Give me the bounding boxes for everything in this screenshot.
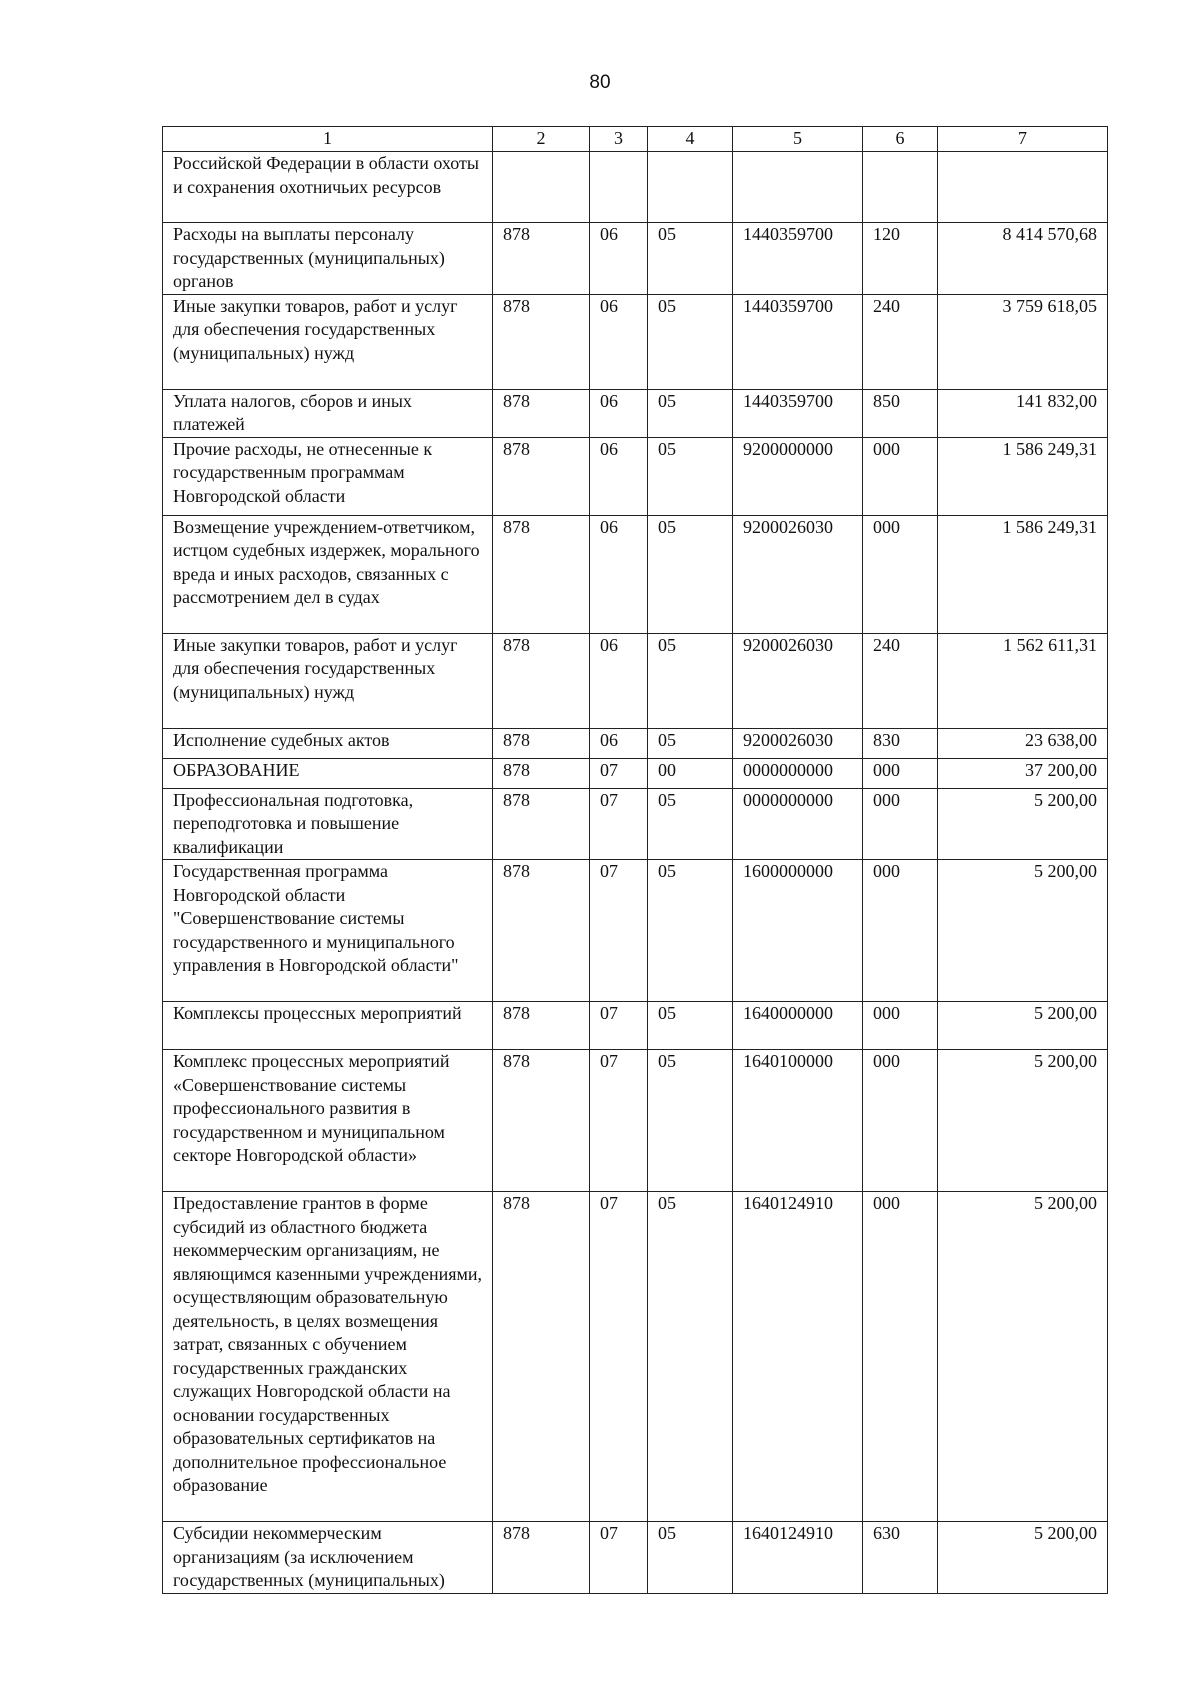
row-name: Государственная программа Новгородской области "Совершенствование системы государственного и муниципального управления в Новгородской области" xyxy=(163,860,493,1002)
row-col-6: 850 xyxy=(863,389,938,437)
row-col-7: 5 200,00 xyxy=(938,788,1108,860)
row-name: Расходы на выплаты персоналу государственных (муниципальных) органов xyxy=(163,223,493,295)
header-col-4: 4 xyxy=(648,127,733,152)
row-col-3: 06 xyxy=(590,389,648,437)
row-col-4: 05 xyxy=(648,437,733,515)
row-col-5: 9200026030 xyxy=(733,633,863,728)
row-name: Российской Федерации в области охоты и сохранения охотничьих ресурсов xyxy=(163,152,493,223)
table-row xyxy=(163,758,1108,788)
row-col-2: 878 xyxy=(493,860,590,1002)
row-col-5: 1640124910 xyxy=(733,1522,863,1594)
row-col-7: 8 414 570,68 xyxy=(938,223,1108,295)
row-col-5: 1440359700 xyxy=(733,294,863,389)
table-row xyxy=(163,1002,1108,1050)
row-col-7: 141 832,00 xyxy=(938,389,1108,437)
table-row xyxy=(163,860,1108,1002)
header-col-3: 3 xyxy=(590,127,648,152)
row-col-6: 000 xyxy=(863,1050,938,1192)
table-row xyxy=(163,1522,1108,1594)
row-col-7: 5 200,00 xyxy=(938,1050,1108,1192)
row-col-2: 878 xyxy=(493,437,590,515)
header-col-7: 7 xyxy=(938,127,1108,152)
row-col-5 xyxy=(733,152,863,223)
row-col-5: 9200026030 xyxy=(733,728,863,758)
row-col-2 xyxy=(493,152,590,223)
row-col-5: 0000000000 xyxy=(733,758,863,788)
row-col-4: 00 xyxy=(648,758,733,788)
row-name: ОБРАЗОВАНИЕ xyxy=(163,758,493,788)
row-col-6: 120 xyxy=(863,223,938,295)
header-col-2: 2 xyxy=(493,127,590,152)
row-col-3: 06 xyxy=(590,223,648,295)
table-row xyxy=(163,515,1108,633)
row-col-6: 000 xyxy=(863,788,938,860)
table-row xyxy=(163,1050,1108,1192)
row-col-6: 830 xyxy=(863,728,938,758)
row-col-6: 000 xyxy=(863,1192,938,1522)
row-name: Профессиональная подготовка, переподготовка и повышение квалификации xyxy=(163,788,493,860)
row-col-2: 878 xyxy=(493,1192,590,1522)
row-col-3: 06 xyxy=(590,437,648,515)
row-col-2: 878 xyxy=(493,1522,590,1594)
row-col-7: 1 586 249,31 xyxy=(938,515,1108,633)
header-col-5: 5 xyxy=(733,127,863,152)
row-col-3: 07 xyxy=(590,788,648,860)
row-col-6: 000 xyxy=(863,758,938,788)
row-col-7: 1 562 611,31 xyxy=(938,633,1108,728)
row-col-4: 05 xyxy=(648,1050,733,1192)
row-col-5: 9200026030 xyxy=(733,515,863,633)
row-col-7: 5 200,00 xyxy=(938,1522,1108,1594)
table-row xyxy=(163,1192,1108,1522)
row-col-3 xyxy=(590,152,648,223)
row-col-5: 9200000000 xyxy=(733,437,863,515)
row-col-3: 07 xyxy=(590,1002,648,1050)
table-row xyxy=(163,152,1108,223)
row-col-4: 05 xyxy=(648,1002,733,1050)
budget-table xyxy=(162,126,1108,1594)
row-col-4 xyxy=(648,152,733,223)
row-col-5: 1640124910 xyxy=(733,1192,863,1522)
row-col-4: 05 xyxy=(648,1192,733,1522)
page-number: 80 xyxy=(589,72,611,93)
row-col-6: 630 xyxy=(863,1522,938,1594)
row-col-2: 878 xyxy=(493,1002,590,1050)
row-col-5: 1440359700 xyxy=(733,389,863,437)
row-col-6 xyxy=(863,152,938,223)
row-col-2: 878 xyxy=(493,633,590,728)
table-row xyxy=(163,788,1108,860)
row-col-6: 240 xyxy=(863,294,938,389)
table-row xyxy=(163,633,1108,728)
table-row xyxy=(163,728,1108,758)
row-name: Комплекс процессных мероприятий «Совершенствование системы профессионального развития в государственном и муниципальном секторе Новгородской области» xyxy=(163,1050,493,1192)
row-col-4: 05 xyxy=(648,515,733,633)
row-col-6: 000 xyxy=(863,437,938,515)
row-col-6: 240 xyxy=(863,633,938,728)
row-col-7: 3 759 618,05 xyxy=(938,294,1108,389)
row-name: Комплексы процессных мероприятий xyxy=(163,1002,493,1050)
row-col-2: 878 xyxy=(493,728,590,758)
row-name: Субсидии некоммерческим организациям (за исключением государственных (муниципальных) xyxy=(163,1522,493,1594)
row-col-5: 1640000000 xyxy=(733,1002,863,1050)
row-col-5: 1600000000 xyxy=(733,860,863,1002)
row-col-3: 07 xyxy=(590,860,648,1002)
row-col-7: 5 200,00 xyxy=(938,1002,1108,1050)
row-col-4: 05 xyxy=(648,633,733,728)
table-row xyxy=(163,294,1108,389)
table-row xyxy=(163,389,1108,437)
row-name: Предоставление грантов в форме субсидий из областного бюджета некоммерческим организациям, не являющимся казенными учреждениями, осуществляющим образовательную деятельность, в целях возмещения затрат, связанных с обучением государственных гражданских служащих Новгородской области на основании государственных образовательных сертификатов на дополнительное профессиональное образование xyxy=(163,1192,493,1522)
row-col-4: 05 xyxy=(648,223,733,295)
row-col-5: 1440359700 xyxy=(733,223,863,295)
row-col-6: 000 xyxy=(863,515,938,633)
row-col-7: 23 638,00 xyxy=(938,728,1108,758)
row-col-3: 07 xyxy=(590,1192,648,1522)
row-col-6: 000 xyxy=(863,1002,938,1050)
row-col-7: 37 200,00 xyxy=(938,758,1108,788)
row-col-7: 5 200,00 xyxy=(938,860,1108,1002)
row-name: Уплата налогов, сборов и иных платежей xyxy=(163,389,493,437)
row-col-3: 06 xyxy=(590,728,648,758)
row-col-3: 07 xyxy=(590,1522,648,1594)
row-col-7: 1 586 249,31 xyxy=(938,437,1108,515)
table-row xyxy=(163,437,1108,515)
row-col-3: 06 xyxy=(590,515,648,633)
row-col-3: 07 xyxy=(590,758,648,788)
row-name: Иные закупки товаров, работ и услуг для обеспечения государственных (муниципальных) нужд xyxy=(163,633,493,728)
row-col-4: 05 xyxy=(648,788,733,860)
row-col-2: 878 xyxy=(493,389,590,437)
row-name: Прочие расходы, не отнесенные к государственным программам Новгородской области xyxy=(163,437,493,515)
header-row xyxy=(163,127,1108,152)
header-col-1: 1 xyxy=(163,127,493,152)
row-col-4: 05 xyxy=(648,728,733,758)
row-col-4: 05 xyxy=(648,294,733,389)
row-col-5: 1640100000 xyxy=(733,1050,863,1192)
row-col-2: 878 xyxy=(493,758,590,788)
row-name: Исполнение судебных актов xyxy=(163,728,493,758)
row-name: Возмещение учреждением-ответчиком, истцом судебных издержек, морального вреда и иных расходов, связанных с рассмотрением дел в судах xyxy=(163,515,493,633)
table-row xyxy=(163,223,1108,295)
row-col-2: 878 xyxy=(493,1050,590,1192)
row-col-4: 05 xyxy=(648,1522,733,1594)
row-col-2: 878 xyxy=(493,294,590,389)
row-col-2: 878 xyxy=(493,223,590,295)
row-col-3: 07 xyxy=(590,1050,648,1192)
header-col-6: 6 xyxy=(863,127,938,152)
row-col-3: 06 xyxy=(590,294,648,389)
row-col-3: 06 xyxy=(590,633,648,728)
row-col-7: 5 200,00 xyxy=(938,1192,1108,1522)
row-col-7 xyxy=(938,152,1108,223)
row-col-5: 0000000000 xyxy=(733,788,863,860)
row-name: Иные закупки товаров, работ и услуг для обеспечения государственных (муниципальных) нужд xyxy=(163,294,493,389)
row-col-4: 05 xyxy=(648,860,733,1002)
row-col-6: 000 xyxy=(863,860,938,1002)
row-col-2: 878 xyxy=(493,788,590,860)
row-col-2: 878 xyxy=(493,515,590,633)
row-col-4: 05 xyxy=(648,389,733,437)
